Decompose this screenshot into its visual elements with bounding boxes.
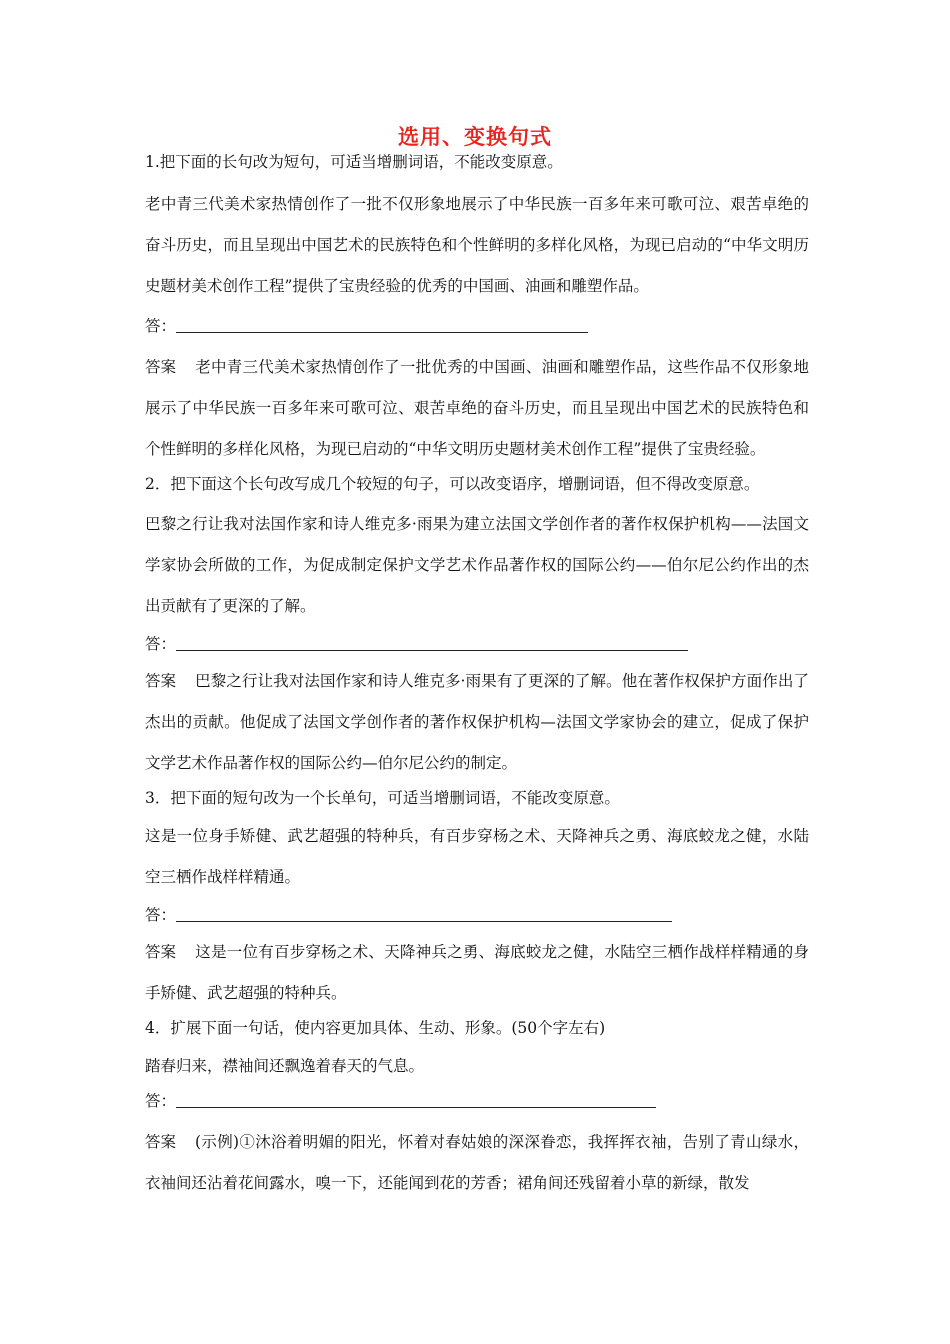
answer-blank[interactable] — [176, 1089, 656, 1108]
question-4-answer-line — [145, 1084, 809, 1118]
answer-label: 答： — [145, 1092, 177, 1110]
answer-label: 答： — [145, 635, 177, 653]
question-3-answer-line — [145, 898, 809, 932]
question-4-prompt: 4．扩展下面一句话，使内容更加具体、生动、形象。(50个字左右) — [145, 1019, 606, 1037]
key-label: 答案 — [145, 672, 177, 690]
question-3-prompt: 3．把下面的短句改为一个长单句，可适当增删词语，不能改变原意。 — [145, 789, 620, 807]
key-text: 巴黎之行让我对法国作家和诗人维克多·雨果有了更深的了解。他在著作权保护方面作出了杰出的贡献。他促成了法国文学创作者的著作权保护机构—法国文学家协会的建立，促成了保护文学艺术作品著作权的国际公约—伯尔尼公约的制定。 — [145, 672, 809, 772]
answer-blank[interactable] — [176, 314, 588, 333]
question-4-text: 踏春归来，襟袖间还飘逸着春天的气息。 — [145, 1057, 425, 1075]
question-1-text: 老中青三代美术家热情创作了一批不仅形象地展示了中华民族一百多年来可歌可泣、艰苦卓绝的奋斗历史，而且呈现出中国艺术的民族特色和个性鲜明的多样化风格，为现已启动的“中华文明历史题材美术创作工程”提供了宝贵经验的优秀的中国画、油画和雕塑作品。 — [145, 195, 809, 295]
page-title: 选用、变换句式 — [398, 124, 552, 149]
question-2-text: 巴黎之行让我对法国作家和诗人维克多·雨果为建立法国文学创作者的著作权保护机构——法国文学家协会所做的工作，为促成制定保护文学艺术作品著作权的国际公约——伯尔尼公约作出的杰出贡献有了更深的了解。 — [145, 515, 809, 615]
key-text: 这是一位有百步穿杨之术、天降神兵之勇、海底蛟龙之健，水陆空三栖作战样样精通的身手矫健、武艺超强的特种兵。 — [145, 943, 809, 1002]
answer-blank[interactable] — [176, 903, 672, 922]
question-2-key — [145, 661, 809, 784]
key-text: 老中青三代美术家热情创作了一批优秀的中国画、油画和雕塑作品，这些作品不仅形象地展示了中华民族一百多年来可歌可泣、艰苦卓绝的奋斗历史，而且呈现出中国艺术的民族特色和个性鲜明的多样化风格，为现已启动的“中华文明历史题材美术创作工程”提供了宝贵经验。 — [145, 358, 809, 458]
key-label: 答案 — [145, 1133, 177, 1151]
key-label: 答案 — [145, 358, 177, 376]
document-body — [145, 148, 809, 1204]
question-3-key — [145, 932, 809, 1014]
question-3-text: 这是一位身手矫健、武艺超强的特种兵，有百步穿杨之术、天降神兵之勇、海底蛟龙之健，水陆空三栖作战样样精通。 — [145, 827, 809, 886]
question-1-key — [145, 347, 809, 470]
question-1-prompt: 1.把下面的长句改为短句，可适当增删词语，不能改变原意。 — [145, 153, 563, 171]
answer-label: 答： — [145, 317, 177, 335]
question-2-answer-line — [145, 627, 809, 661]
answer-label: 答： — [145, 906, 177, 924]
key-text: (示例)①沐浴着明媚的阳光，怀着对春姑娘的深深眷恋，我挥挥衣袖，告别了青山绿水，衣袖间还沾着花间露水，嗅一下，还能闻到花的芳香；裙角间还残留着小草的新绿，散发 — [145, 1133, 809, 1192]
question-2-prompt: 2．把下面这个长句改写成几个较短的句子，可以改变语序，增删词语，但不得改变原意。 — [145, 475, 760, 493]
key-label: 答案 — [145, 943, 177, 961]
answer-blank[interactable] — [176, 632, 688, 651]
question-1-answer-line — [145, 309, 809, 343]
question-4-key — [145, 1122, 809, 1204]
